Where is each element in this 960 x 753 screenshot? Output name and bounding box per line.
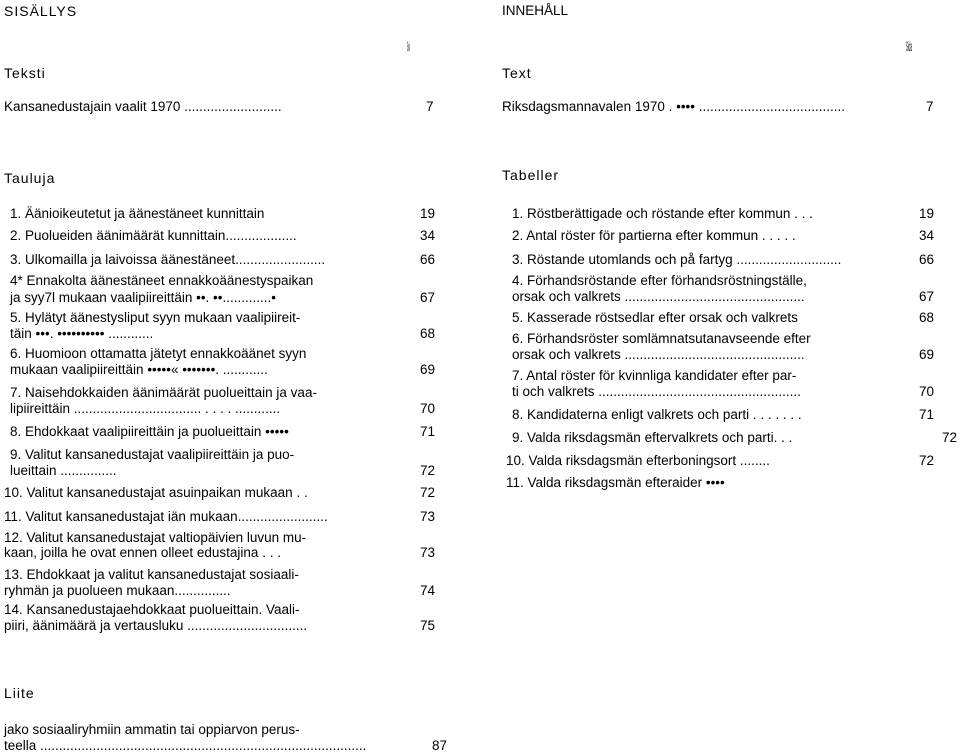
fi-table-7-page: 70 bbox=[420, 401, 436, 416]
sv-table-2-line-1: 2. Antal röster för partierna efter kommun . . . . . bbox=[512, 228, 796, 243]
fi-table-9-line-2: lueittain ............... bbox=[10, 463, 117, 478]
fi-appendix-heading: Liite bbox=[4, 685, 35, 701]
fi-table-14-page: 75 bbox=[420, 618, 436, 633]
fi-table-14-line-1: 14. Kansanedustajaehdokkaat puolueittain. Vaali- bbox=[4, 602, 300, 617]
sv-table-7-page: 70 bbox=[919, 384, 935, 399]
sv-table-6-page: 69 bbox=[919, 347, 935, 362]
fi-table-6-line-2: mukaan vaalipiireittäin •••••« •••••••. ............ bbox=[10, 362, 268, 377]
sv-table-9-page: 72 bbox=[942, 430, 958, 445]
fi-table-13-page: 74 bbox=[420, 583, 436, 598]
sv-table-9-line-1: 9. Valda riksdagsmän eftervalkrets och parti. . . bbox=[512, 430, 793, 445]
fi-table-11-page: 73 bbox=[420, 509, 436, 524]
fi-table-1-page: 19 bbox=[420, 206, 436, 221]
fi-table-4-line-1: 4* Ennakolta äänestäneet ennakkoäänestyspaikan bbox=[10, 273, 314, 288]
fi-table-7-line-1: 7. Naisehdokkaiden äänimäärät puolueittain ja vaa- bbox=[10, 385, 317, 400]
fi-table-3-page: 66 bbox=[420, 252, 436, 267]
fi-table-8-line-1: 8. Ehdokkaat vaalipiireittäin ja puolueittain ••••• bbox=[10, 424, 289, 439]
fi-table-4-line-2: ja syy7l mukaan vaalipiireittäin ••. ••.............• bbox=[10, 290, 276, 305]
fi-text-heading: Teksti bbox=[4, 65, 46, 81]
sv-table-2-page: 34 bbox=[919, 228, 935, 243]
fi-table-3-line-1: 3. Ulkomailla ja laivoissa äänestäneet........................ bbox=[10, 252, 326, 267]
fi-table-13-line-1: 13. Ehdokkaat ja valitut kansanedustajat sosiaali- bbox=[4, 567, 299, 582]
sv-intro-label: Riksdagsmannavalen 1970 . •••• ....................................... bbox=[502, 99, 846, 114]
sv-table-4-line-1: 4. Förhandsröstande efter förhandsröstningställe, bbox=[512, 273, 807, 288]
sv-table-1-line-1: 1. Röstberättigade och röstande efter kommun . . . bbox=[512, 206, 813, 221]
fi-appendix-line-2: teella ....................................................................................... bbox=[4, 738, 367, 753]
fi-table-5-page: 68 bbox=[420, 326, 436, 341]
fi-table-7-line-2: lipiireittäin .................................. . . . . ............ bbox=[10, 401, 281, 416]
fi-table-2-line-1: 2. Puolueiden äänimäärät kunnittain................... bbox=[10, 228, 297, 243]
sv-title: INNEHÅLL bbox=[502, 3, 569, 18]
fi-table-9-page: 72 bbox=[420, 463, 436, 478]
sv-tables-heading: Tabeller bbox=[502, 167, 560, 183]
sv-text-heading: Text bbox=[502, 65, 532, 81]
sv-table-4-line-2: orsak och valkrets ................................................ bbox=[512, 289, 805, 304]
fi-intro-page: 7 bbox=[426, 99, 434, 114]
fi-table-6-page: 69 bbox=[420, 362, 436, 377]
fi-table-9-line-1: 9. Valitut kansanedustajat vaalipiireittäin ja puo- bbox=[10, 447, 295, 462]
fi-table-4-page: 67 bbox=[420, 290, 436, 305]
sv-table-6-line-1: 6. Förhandsröster somlämnatsutanavseende efter bbox=[512, 331, 811, 346]
fi-table-12-line-1: 12. Valitut kansanedustajat valtiopäivien luvun mu- bbox=[4, 530, 307, 545]
fi-title: SISÄLLYS bbox=[4, 3, 78, 19]
fi-table-13-line-2: ryhmän ja puolueen mukaan............... bbox=[4, 583, 231, 598]
fi-table-10-page: 72 bbox=[420, 485, 436, 500]
sv-table-8-page: 71 bbox=[919, 407, 935, 422]
fi-intro-label: Kansanedustajain vaalit 1970 .......................... bbox=[4, 99, 282, 114]
fi-table-10-line-1: 10. Valitut kansanedustajat asuinpaikan mukaan . . bbox=[4, 485, 308, 500]
fi-page-col-heading: Sivu bbox=[407, 39, 411, 54]
fi-table-14-line-2: piiri, äänimäärä ja vertausluku ................................ bbox=[4, 618, 308, 633]
fi-tables-heading: Tauluja bbox=[4, 170, 56, 186]
sv-page-col-heading: Sida bbox=[906, 39, 913, 54]
sv-table-10-line-1: 10. Valda riksdagsmän efterboningsort ........ bbox=[506, 453, 770, 468]
sv-intro-page: 7 bbox=[926, 99, 934, 114]
fi-table-12-page: 73 bbox=[420, 545, 436, 560]
sv-table-5-line-1: 5. Kasserade röstsedlar efter orsak och valkrets bbox=[512, 310, 798, 325]
sv-table-3-page: 66 bbox=[919, 252, 935, 267]
sv-table-6-line-2: orsak och valkrets ................................................ bbox=[512, 347, 805, 362]
sv-table-7-line-2: ti och valkrets ...................................................... bbox=[512, 384, 801, 399]
fi-table-2-page: 34 bbox=[420, 228, 436, 243]
sv-table-11-line-1: 11. Valda riksdagsmän efteraider •••• bbox=[506, 475, 725, 490]
fi-appendix-line-1: jako sosiaaliryhmiin ammatin tai oppiarvon perus- bbox=[4, 722, 300, 737]
fi-table-11-line-1: 11. Valitut kansanedustajat iän mukaan........................ bbox=[4, 509, 328, 524]
sv-table-1-page: 19 bbox=[919, 206, 935, 221]
sv-table-4-page: 67 bbox=[919, 289, 935, 304]
sv-table-5-page: 68 bbox=[919, 310, 935, 325]
sv-table-7-line-1: 7. Antal röster för kvinnliga kandidater efter par- bbox=[512, 368, 797, 383]
fi-table-8-page: 71 bbox=[420, 424, 436, 439]
fi-table-1-line-1: 1. Äänioikeutetut ja äänestäneet kunnittain bbox=[10, 206, 265, 221]
fi-table-12-line-2: kaan, joilla he ovat ennen olleet edustajina . . . bbox=[4, 545, 281, 560]
fi-table-5-line-1: 5. Hylätyt äänestysliput syyn mukaan vaalipiireit- bbox=[10, 310, 301, 325]
sv-table-3-line-1: 3. Röstande utomlands och på fartyg ............................ bbox=[512, 252, 842, 267]
fi-table-5-line-2: täin •••. •••••••••• ............ bbox=[10, 326, 154, 341]
sv-table-10-page: 72 bbox=[919, 453, 935, 468]
sv-table-8-line-1: 8. Kandidaterna enligt valkrets och parti . . . . . . . bbox=[512, 407, 802, 422]
fi-appendix-page: 87 bbox=[432, 738, 448, 753]
fi-table-6-line-1: 6. Huomioon ottamatta jätetyt ennakkoäänet syyn bbox=[10, 346, 307, 361]
